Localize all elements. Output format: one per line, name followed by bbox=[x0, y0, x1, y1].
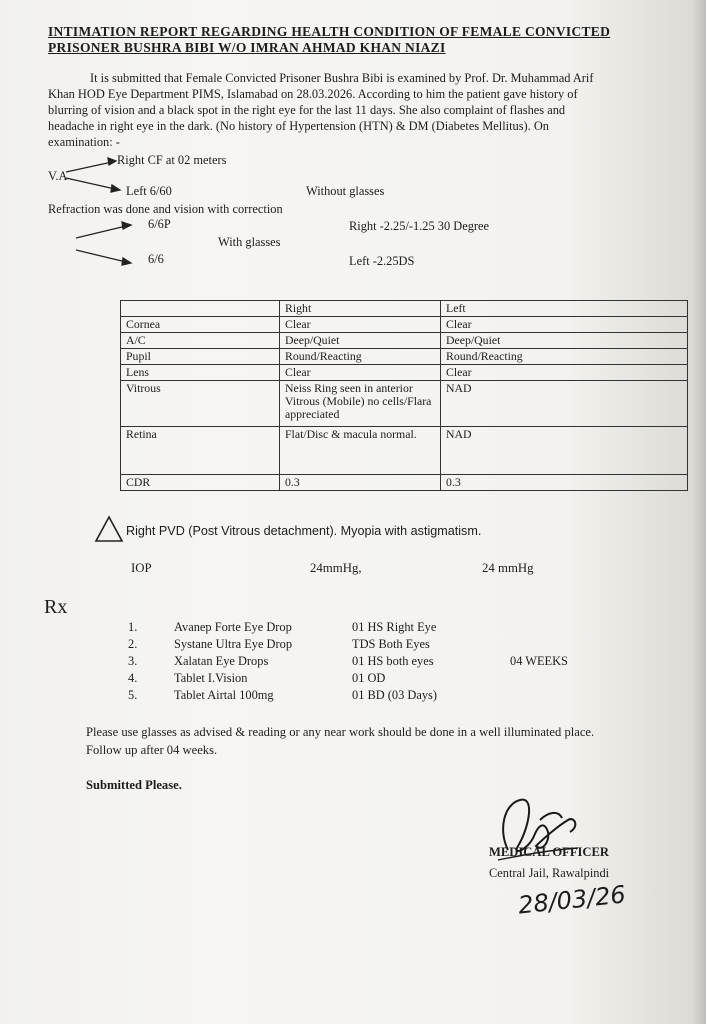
table-header-cell bbox=[121, 301, 280, 317]
submitted-text: Submitted Please. bbox=[86, 778, 182, 792]
delta-triangle-icon bbox=[94, 515, 124, 543]
table-cell: Pupil bbox=[121, 349, 280, 365]
rx-duration: 04 WEEKS bbox=[510, 654, 568, 668]
signatory-designation: MEDICAL OFFICER bbox=[489, 845, 609, 859]
table-cell: 0.3 bbox=[280, 475, 441, 491]
page-edge-shadow bbox=[692, 0, 706, 1024]
table-cell: Clear bbox=[441, 317, 688, 333]
rx-dose: 01 OD bbox=[352, 671, 386, 685]
table-cell: Clear bbox=[280, 365, 441, 381]
table-cell: Clear bbox=[280, 317, 441, 333]
va-right: Right CF at 02 meters bbox=[117, 153, 227, 167]
table-cell: CDR bbox=[121, 475, 280, 491]
table-cell: Flat/Disc & macula normal. bbox=[280, 427, 441, 475]
rx-num: 2. bbox=[128, 637, 138, 651]
table-cell: A/C bbox=[121, 333, 280, 349]
table-cell: Deep/Quiet bbox=[280, 333, 441, 349]
rx-drug: Xalatan Eye Drops bbox=[174, 654, 269, 668]
refraction-with-glasses: With glasses bbox=[218, 235, 281, 249]
rx-num: 5. bbox=[128, 688, 138, 702]
table-cell: Deep/Quiet bbox=[441, 333, 688, 349]
table-cell: NAD bbox=[441, 427, 688, 475]
table-cell: Round/Reacting bbox=[280, 349, 441, 365]
table-cell: Neiss Ring seen in anterior Vitrous (Mobile) no cells/Flara appreciated bbox=[280, 381, 441, 427]
table-cell: Lens bbox=[121, 365, 280, 381]
table-cell: Cornea bbox=[121, 317, 280, 333]
intro-line: Khan HOD Eye Department PIMS, Islamabad on 28.03.2026. According to him the patient gave history of bbox=[48, 87, 578, 101]
refraction-left-va: 6/6 bbox=[148, 252, 164, 266]
table-cell: NAD bbox=[441, 381, 688, 427]
table-row bbox=[121, 333, 688, 349]
table-header-cell: Left bbox=[441, 301, 688, 317]
table-row bbox=[121, 365, 688, 381]
table-row bbox=[121, 427, 688, 475]
table-row bbox=[121, 381, 688, 427]
rx-drug: Systane Ultra Eye Drop bbox=[174, 637, 293, 651]
rx-num: 1. bbox=[128, 620, 138, 634]
report-title-line2: PRISONER BUSHRA BIBI W/O IMRAN AHMAD KHAN NIAZI bbox=[48, 40, 446, 55]
rx-dose: 01 HS both eyes bbox=[352, 654, 434, 668]
rx-drug: Avanep Forte Eye Drop bbox=[174, 620, 292, 634]
rx-symbol: Rx bbox=[44, 596, 68, 618]
va-left: Left 6/60 bbox=[126, 184, 172, 198]
rx-dose: 01 BD (03 Days) bbox=[352, 688, 438, 702]
intro-line: headache in right eye in the dark. (No history of Hypertension (HTN) & DM (Diabetes Mellitus). On bbox=[48, 119, 550, 133]
handwritten-date: 28/03/26 bbox=[516, 880, 627, 920]
table-cell: Clear bbox=[441, 365, 688, 381]
signatory-office: Central Jail, Rawalpindi bbox=[489, 866, 610, 880]
diagnosis-text: Right PVD (Post Vitrous detachment). Myopia with astigmatism. bbox=[126, 524, 482, 538]
intro-line: blurring of vision and a black spot in the right eye for the last 11 days. She also complaint of flashes and bbox=[48, 103, 566, 117]
intro-line: examination: - bbox=[48, 135, 120, 149]
advice-line: Please use glasses as advised & reading or any near work should be done in a well illuminated place. bbox=[86, 725, 595, 739]
refraction-heading: Refraction was done and vision with correction bbox=[48, 202, 283, 216]
iop-left: 24 mmHg bbox=[482, 561, 534, 575]
refraction-right-va: 6/6P bbox=[148, 217, 171, 231]
table-header-cell: Right bbox=[280, 301, 441, 317]
table-row bbox=[121, 349, 688, 365]
intro-line: It is submitted that Female Convicted Prisoner Bushra Bibi is examined by Prof. Dr. Muhammad Arif bbox=[90, 71, 594, 85]
table-cell: Retina bbox=[121, 427, 280, 475]
advice-line: Follow up after 04 weeks. bbox=[86, 743, 218, 757]
table-header-row bbox=[121, 301, 688, 317]
rx-num: 3. bbox=[128, 654, 138, 668]
rx-drug: Tablet Airtal 100mg bbox=[174, 688, 274, 702]
table-cell: Vitrous bbox=[121, 381, 280, 427]
table-cell: Round/Reacting bbox=[441, 349, 688, 365]
iop-right: 24mmHg, bbox=[310, 561, 362, 575]
iop-label: IOP bbox=[131, 561, 152, 575]
rx-dose: 01 HS Right Eye bbox=[352, 620, 437, 634]
table-row bbox=[121, 475, 688, 491]
rx-drug: Tablet I.Vision bbox=[174, 671, 248, 685]
refraction-right-rx: Right -2.25/-1.25 30 Degree bbox=[349, 219, 490, 233]
rx-num: 4. bbox=[128, 671, 138, 685]
rx-dose: TDS Both Eyes bbox=[352, 637, 430, 651]
table-row bbox=[121, 317, 688, 333]
table-cell: 0.3 bbox=[441, 475, 688, 491]
examination-table bbox=[120, 300, 688, 491]
report-title-line1: INTIMATION REPORT REGARDING HEALTH CONDITION OF FEMALE CONVICTED bbox=[48, 24, 611, 39]
va-label: V.A bbox=[48, 169, 68, 183]
refraction-left-rx: Left -2.25DS bbox=[349, 254, 415, 268]
va-without-glasses: Without glasses bbox=[306, 184, 385, 198]
